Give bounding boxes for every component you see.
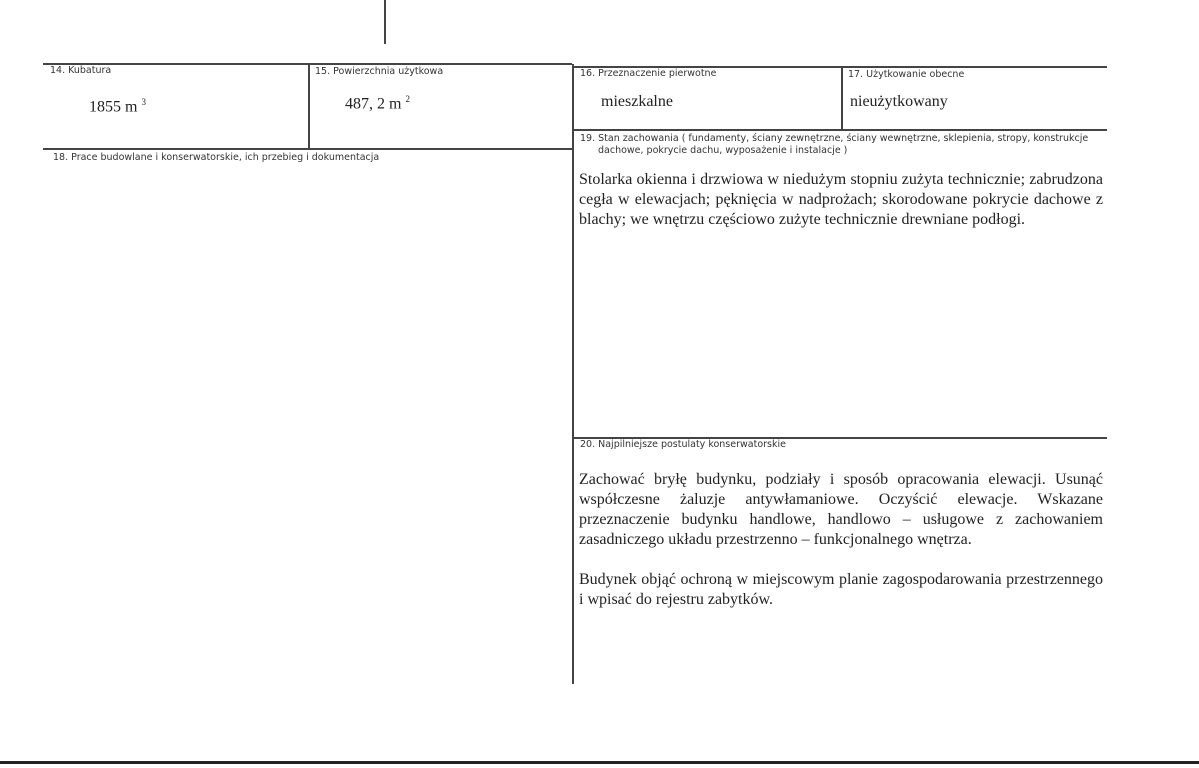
- field-19-label: [580, 133, 1088, 157]
- field-14-label: 14. Kubatura: [50, 65, 112, 76]
- field-16-label: 16. Przeznaczenie pierwotne: [580, 68, 717, 79]
- exponent: 2: [405, 94, 410, 104]
- divider: [43, 148, 572, 150]
- field-16-value: mieszkalne: [601, 93, 673, 110]
- divider: [572, 129, 1107, 131]
- divider: [308, 63, 310, 150]
- exponent: 3: [141, 97, 146, 107]
- field-20-text-2: Budynek objąć ochroną w miejscowym planie zagospodarowania przestrzennego i wpisać do rejestru zabytków.: [579, 571, 1103, 608]
- field-17-value: nieużytkowany: [850, 93, 948, 110]
- field-15-label: 15. Powierzchnia użytkowa: [315, 66, 444, 77]
- top-mark-line: [384, 0, 386, 44]
- field-20-text-1: Zachować bryłę budynku, podziały i sposób opracowania elewacji. Usunąć współczesne żaluzje antywłamaniowe. Oczyścić elewacje. Wskazane przeznaczenie budynku handlowe, handlowo – usługowe z zachowaniem zasadniczego układu przestrzenno – funkcjonalnego wnętrza.: [579, 471, 1103, 548]
- label-line: dachowe, pokrycie dachu, wyposażenie i instalacje ): [598, 145, 848, 156]
- field-15-value: [345, 94, 410, 113]
- label-line: 19. Stan zachowania ( fundamenty, ściany zewnętrzne, ściany wewnętrzne, sklepienia, stropy, konstrukcje: [580, 133, 1089, 144]
- bottom-edge-line: [0, 761, 1199, 764]
- field-19-text: Stolarka okienna i drzwiowa w niedużym stopniu zużyta technicznie; zabrudzona cegła w elewacjach; pęknięcia w nadprożach; skorodowane pokrycie dachowe z blachy; we wnętrzu częściowo zużyte technicznie drewniane podłogi.: [579, 171, 1103, 228]
- divider: [572, 64, 574, 684]
- value-text: 1855 m: [89, 98, 138, 116]
- field-18-label: 18. Prace budowlane i konserwatorskie, ich przebieg i dokumentacja: [53, 152, 380, 163]
- value-text: 487, 2 m: [345, 95, 402, 113]
- field-14-value: [89, 97, 146, 116]
- field-20-label: 20. Najpilniejsze postulaty konserwatorskie: [580, 439, 786, 450]
- divider: [841, 66, 843, 130]
- field-17-label: 17. Użytkowanie obecne: [848, 69, 965, 80]
